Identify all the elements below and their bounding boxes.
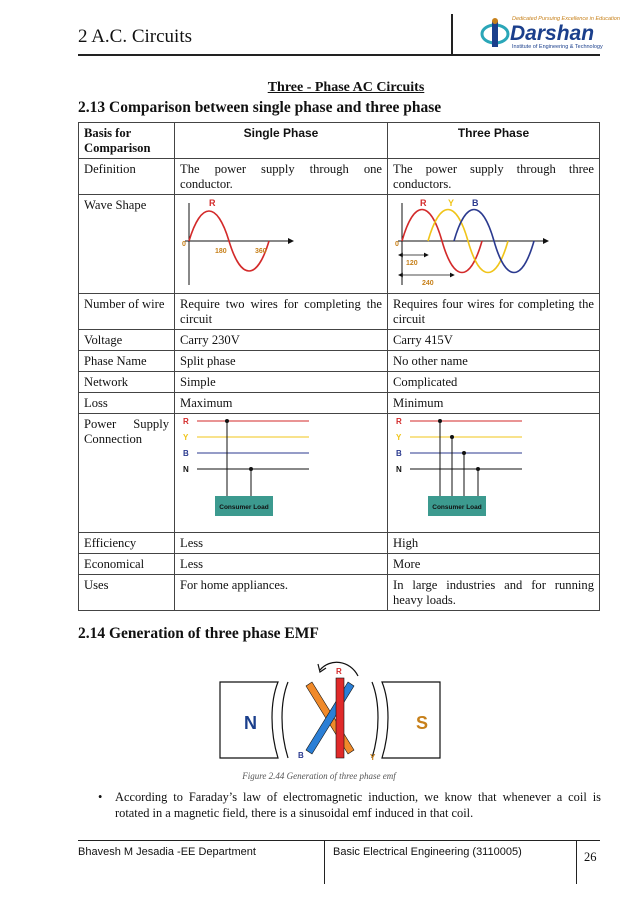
pole-label-s: S (416, 713, 429, 733)
section-heading-comparison: 2.13 Comparison between single phase and three phase (78, 99, 442, 116)
wave-label-r: R (209, 198, 216, 208)
cell-single: Less (175, 533, 388, 554)
line-label-y: Y (183, 433, 189, 442)
cell-three: Carry 415V (388, 330, 600, 351)
table-row (79, 330, 600, 351)
footer-author: Bhavesh M Jesadia -EE Department (78, 846, 256, 858)
chapter-title: 2 A.C. Circuits (78, 26, 193, 47)
wave-label-r: R (420, 198, 427, 208)
row-label: Network (79, 372, 175, 393)
cell-single-connection (175, 414, 388, 533)
page-header (78, 14, 620, 56)
bullet-dot-icon: • (98, 790, 103, 804)
line-label-n: N (183, 465, 189, 474)
cell-three: Minimum (388, 393, 600, 414)
row-label: Efficiency (79, 533, 175, 554)
footer-divider (324, 840, 325, 884)
header-rule (78, 54, 600, 56)
row-label: Definition (79, 159, 175, 195)
row-label: Voltage (79, 330, 175, 351)
figure-caption: Figure 2.44 Generation of three phase emf (242, 771, 396, 781)
header-cell-single: Single Phase (175, 123, 388, 159)
three-phase-generator-diagram (220, 667, 440, 770)
footer-divider (576, 840, 577, 884)
table-row (79, 195, 600, 294)
cell-three-wave (388, 195, 600, 294)
pole-label-n: N (244, 713, 257, 733)
cell-single: Simple (175, 372, 388, 393)
table-row (79, 393, 600, 414)
table-row (79, 575, 600, 611)
line-label-r: R (183, 417, 189, 426)
table-row (79, 414, 600, 533)
doc-title: Three - Phase AC Circuits (267, 80, 425, 95)
coil-r (336, 678, 344, 758)
row-label: Uses (79, 575, 175, 611)
table-row (79, 294, 600, 330)
cell-three: No other name (388, 351, 600, 372)
three-phase-connection-diagram (388, 414, 598, 528)
table-row (79, 533, 600, 554)
cell-single: Maximum (175, 393, 388, 414)
north-pole-face (282, 682, 288, 758)
row-label: Power Supply Connection (79, 414, 175, 533)
deg-120-label: 120 (406, 260, 418, 267)
row-label: Number of wire (79, 294, 175, 330)
cell-single: The power supply through one conductor. (175, 159, 388, 195)
cell-single: Less (175, 554, 388, 575)
line-label-n: N (396, 465, 402, 474)
origin-label: 0 (395, 241, 399, 248)
wave-label-b: B (472, 198, 479, 208)
rotation-arrow-icon (316, 656, 362, 678)
south-pole (382, 682, 440, 758)
table-row (79, 351, 600, 372)
cell-three: More (388, 554, 600, 575)
logo-subtitle: Institute of Engineering & Technology (512, 44, 603, 50)
south-pole-face (372, 682, 378, 758)
table-row (79, 372, 600, 393)
cell-single: Carry 230V (175, 330, 388, 351)
cell-single: For home appliances. (175, 575, 388, 611)
deg-180-label: 180 (215, 248, 227, 255)
three-phase-wave-diagram (388, 195, 598, 289)
table-row (79, 159, 600, 195)
logo-tagline: Dedicated Pursuing Excellence in Education (512, 16, 620, 22)
row-label: Economical (79, 554, 175, 575)
logo-name: Darshan (510, 22, 595, 45)
darshan-logo (480, 16, 620, 52)
consumer-load-label: Consumer Load (432, 504, 482, 511)
single-phase-connection-diagram (175, 414, 387, 528)
page-number: 26 (584, 850, 597, 864)
deg-240-label: 240 (422, 280, 434, 287)
section-heading-generation: 2.14 Generation of three phase EMF (78, 625, 319, 642)
header-cell-basis: Basis for Comparison (79, 123, 175, 159)
cell-three: The power supply through three conductors. (388, 159, 600, 195)
coil-label-r: R (336, 667, 342, 676)
cell-three: Requires four wires for completing the circuit (388, 294, 600, 330)
row-label: Loss (79, 393, 175, 414)
row-label: Wave Shape (79, 195, 175, 294)
footer-rule (78, 840, 600, 841)
table-row (79, 554, 600, 575)
coil-label-y: Y (370, 753, 376, 762)
consumer-load-label: Consumer Load (219, 504, 269, 511)
table-header-row (79, 123, 600, 159)
line-label-b: B (183, 449, 189, 458)
cell-single-wave (175, 195, 388, 294)
page-footer (78, 840, 600, 886)
header-divider (451, 14, 453, 56)
line-label-r: R (396, 417, 402, 426)
line-label-y: Y (396, 433, 402, 442)
cell-three: Complicated (388, 372, 600, 393)
coil-label-b: B (298, 751, 304, 760)
line-label-b: B (396, 449, 402, 458)
footer-subject: Basic Electrical Engineering (3110005) (333, 846, 522, 858)
cell-three-connection (388, 414, 600, 533)
logo-emblem-icon (480, 17, 510, 51)
row-label: Phase Name (79, 351, 175, 372)
cell-single: Split phase (175, 351, 388, 372)
cell-three: High (388, 533, 600, 554)
deg-360-label: 360 (255, 248, 267, 255)
origin-label: 0 (182, 241, 186, 248)
header-cell-three: Three Phase (388, 123, 600, 159)
cell-three: In large industries and for running heavy loads. (388, 575, 600, 611)
single-phase-wave-diagram (175, 195, 387, 289)
wave-label-y: Y (448, 198, 455, 208)
comparison-table (78, 122, 600, 611)
cell-single: Require two wires for completing the circuit (175, 294, 388, 330)
generator-figure (220, 667, 440, 770)
bullet-text: According to Faraday’s law of electromagnetic induction, we know that whenever a coil is rotated in a magnetic field, there is a sinusoidal emf induced in that coil. (115, 790, 601, 820)
